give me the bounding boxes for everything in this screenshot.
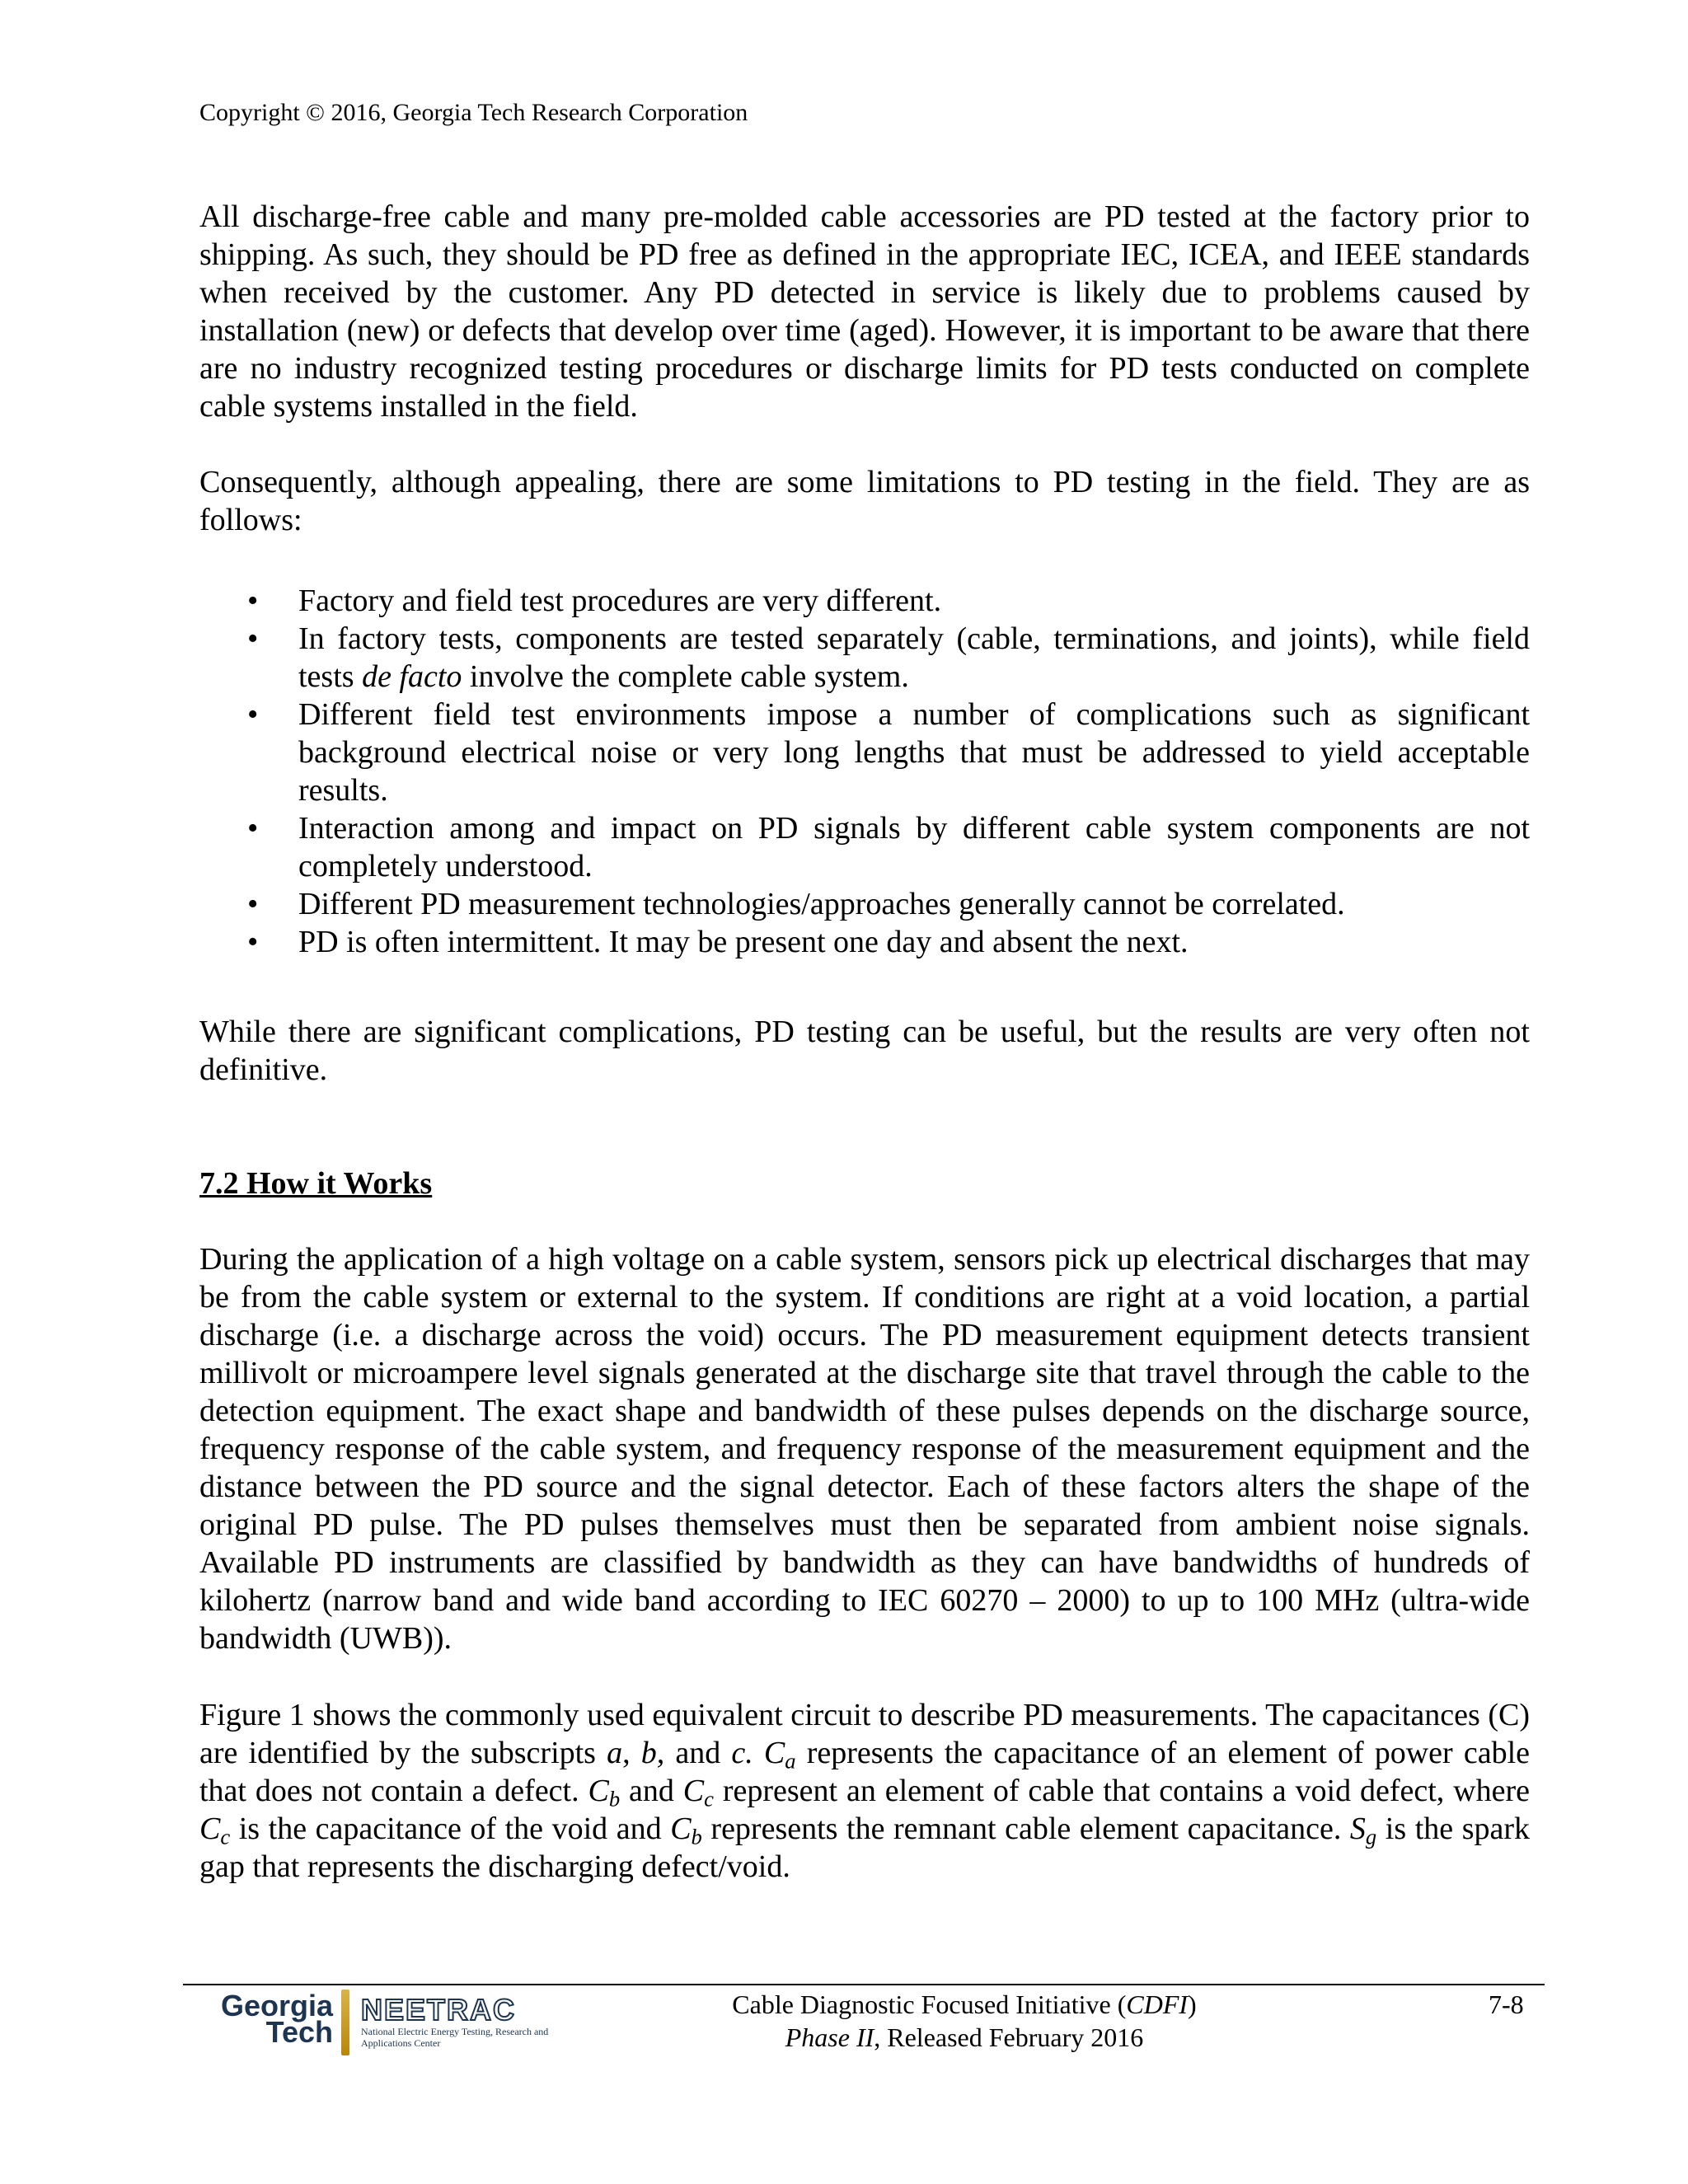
logo-tower-icon	[341, 1990, 349, 2055]
intro-paragraph: All discharge-free cable and many pre-molded cable accessories are PD tested at the factory prior to shipping. As such, they should be PD free as defined in the appropriate IEC, ICEA, and IEEE standards when received by the customer. Any PD detected in service is likely due to problems caused by installation (new) or defects that develop over time (aged). However, it is important to be aware that there are no industry recognized testing procedures or discharge limits for PD tests conducted on complete cable systems installed in the field.	[199, 199, 1530, 424]
limitations-intro-paragraph: Consequently, although appealing, there are some limitations to PD testing in the field. They are as follows:	[199, 465, 1530, 537]
page-number: 7-8	[1489, 1990, 1524, 2019]
list-item: • Factory and field test procedures are very different.	[247, 583, 942, 618]
conclusion-paragraph: While there are significant complications, PD testing can be useful, but the results are very often not definitive.	[199, 1015, 1530, 1087]
list-item: • Interaction among and impact on PD signals by different cable system components are not completely understood.	[247, 811, 1530, 883]
georgia-tech-logo: Georgia Tech	[220, 1989, 333, 2049]
neetrac-logo: NEETRAC National Electric Energy Testing, Research and Applications Center	[361, 1993, 549, 2049]
bullet-icon: •	[247, 925, 259, 959]
figure-description-paragraph: Figure 1 shows the commonly used equivalent circuit to describe PD measurements. The capacitances (C) are identified by the subscripts a, b, and c. $C_a$ represents the capacitance of an element of power cable that does not contain a defect. $C_b$ and $C_c$ represent an element of cable that contains a void defect, where $C_c$ is the capacitance of the void and $C_b$ represents the remnant cable element capacitance. $S_g$ is the spark gap that represents the discharging defect/void.	[199, 1698, 1531, 1884]
section-heading: 7.2 How it Works	[199, 1166, 433, 1201]
bullet-icon: •	[247, 887, 259, 921]
bullet-icon: •	[247, 697, 259, 732]
footer-divider	[183, 1984, 1545, 1985]
how-it-works-paragraph: During the application of a high voltage on a cable system, sensors pick up electrical discharges that may be from the cable system or external to the system. If conditions are right at a void location, a partial discharge (i.e. a discharge across the void) occurs. The PD measurement equipment detects transient millivolt or microampere level signals generated at the discharge site that travel through the cable to the detection equipment. The exact shape and bandwidth of these pulses depends on the discharge source, frequency response of the cable system, and frequency response of the measurement equipment and the distance between the PD source and the signal detector. Each of these factors alters the shape of the original PD pulse. The PD pulses themselves must then be separated from ambient noise signals. Available PD instruments are classified by bandwidth as they can have bandwidths of hundreds of kilohertz (narrow band and wide band according to IEC 60270 – 2000) to up to 100 MHz (ultra-wide bandwidth (UWB)).	[199, 1242, 1530, 1656]
list-item: • Different PD measurement technologies/approaches generally cannot be correlated.	[247, 887, 1345, 921]
bullet-icon: •	[247, 583, 259, 618]
list-item: • PD is often intermittent. It may be present one day and absent the next.	[247, 925, 1189, 959]
copyright-header: Copyright © 2016, Georgia Tech Research Corporation	[199, 99, 748, 126]
bullet-icon: •	[247, 811, 259, 846]
bullet-icon: •	[247, 621, 259, 656]
list-item: • In factory tests, components are tested separately (cable, terminations, and joints), while field tests de facto involve the complete cable system.	[247, 621, 1530, 694]
limitations-list	[199, 582, 1530, 961]
footer-title: Cable Diagnostic Focused Initiative (CDFI) Phase II, Released February 2016	[732, 1990, 1197, 2052]
list-item: • Different field test environments impose a number of complications such as significant background electrical noise or very long lengths that must be addressed to yield acceptable results.	[247, 697, 1530, 808]
